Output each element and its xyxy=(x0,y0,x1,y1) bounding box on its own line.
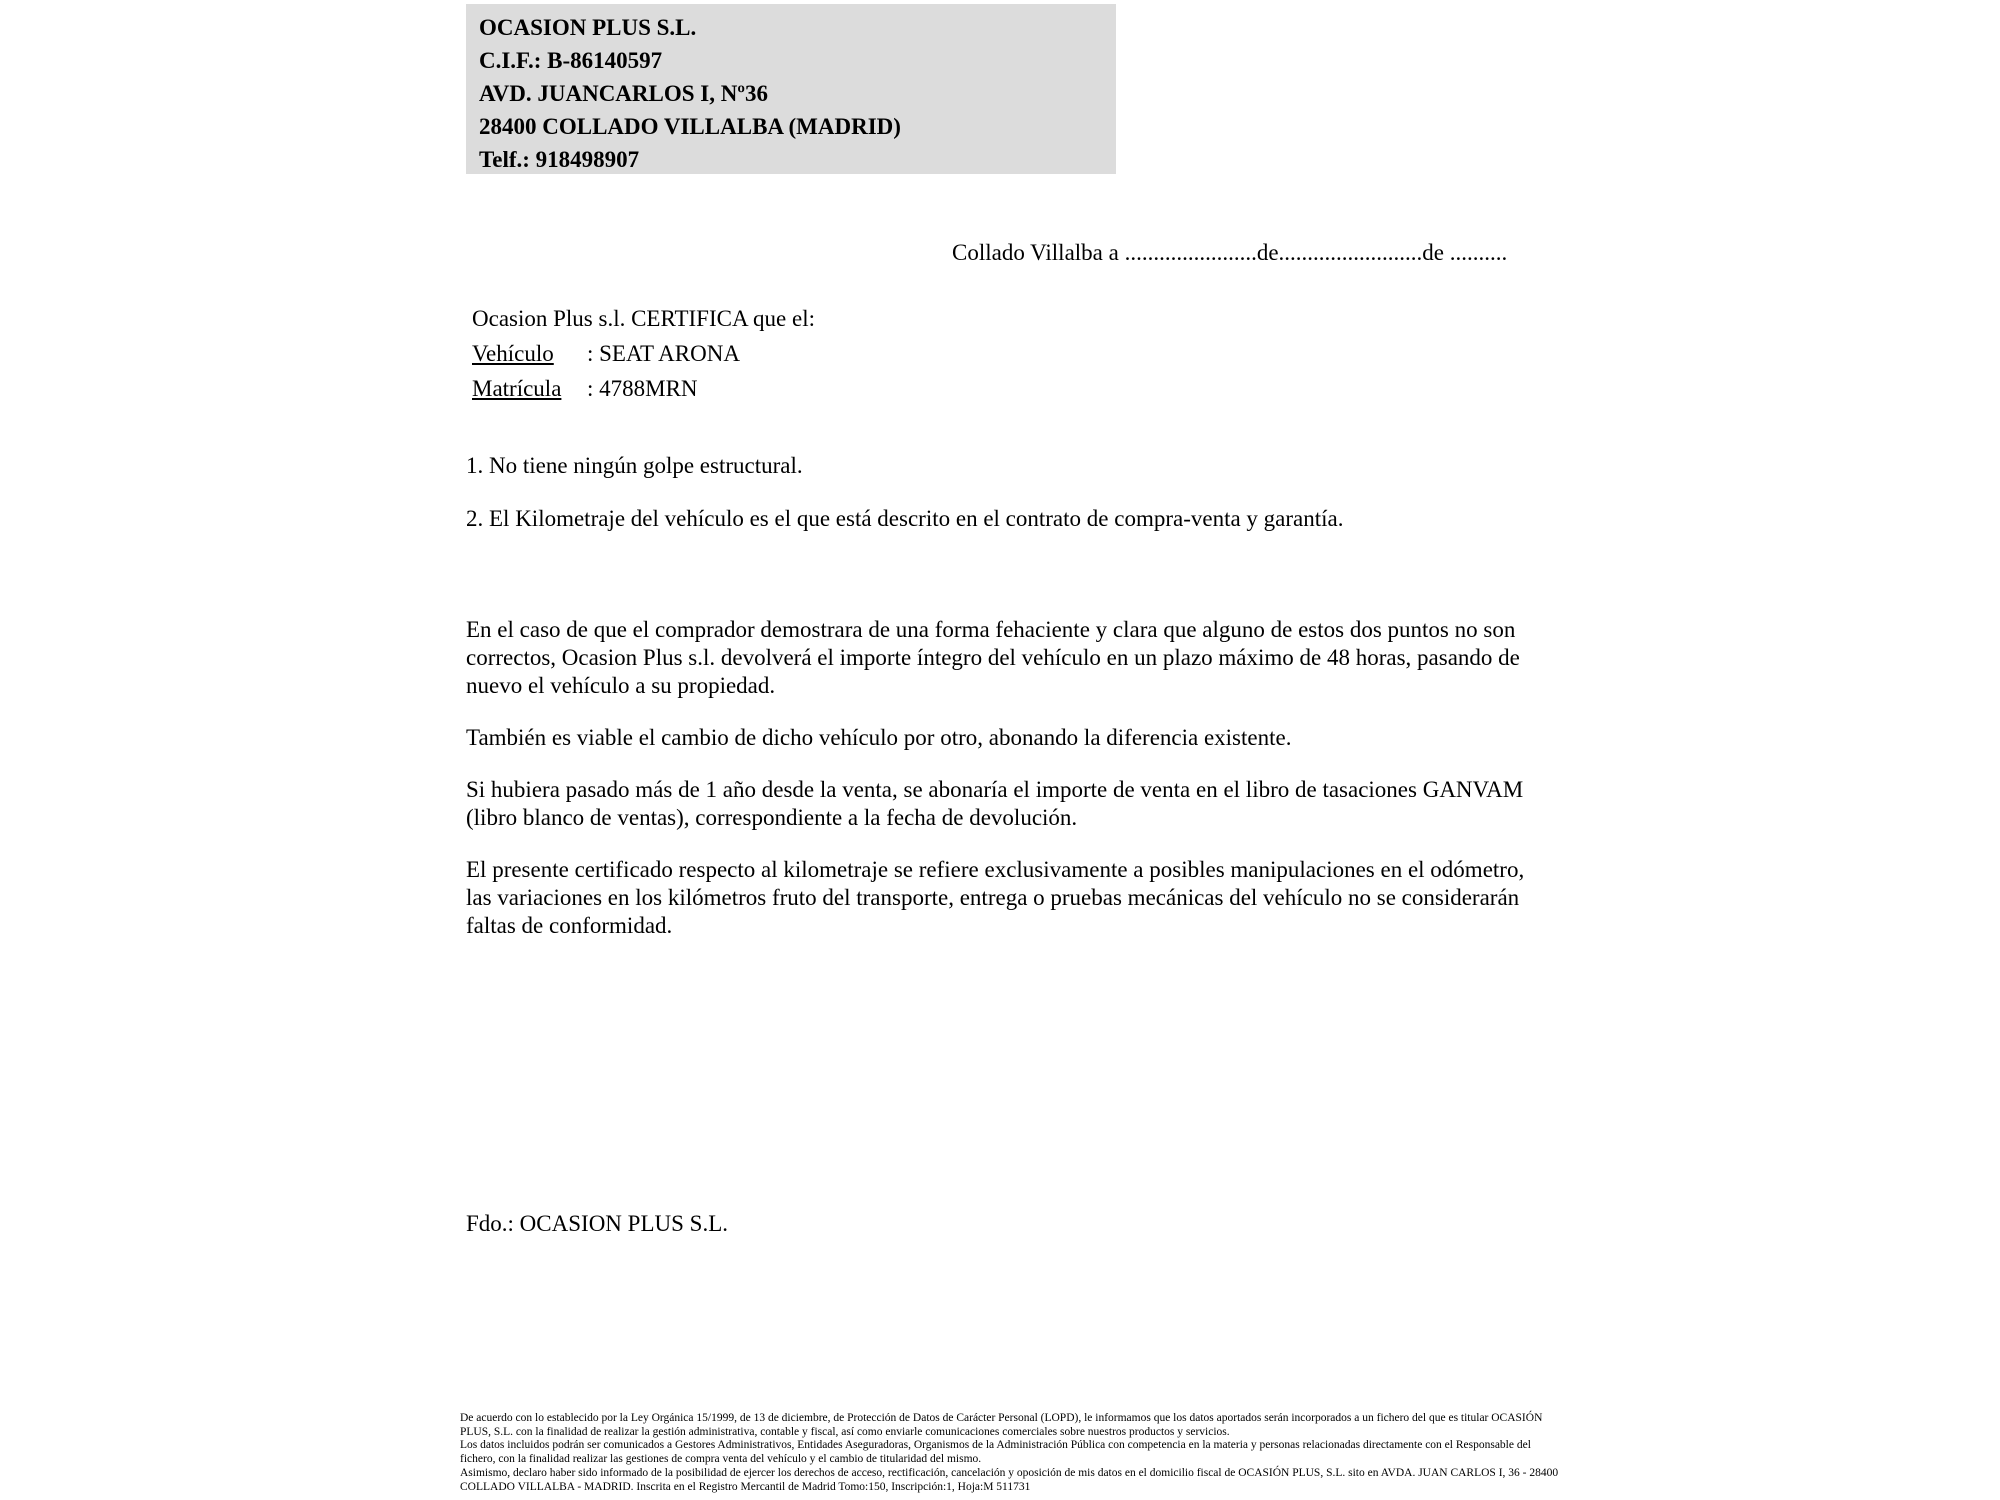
plate-field-value: : 4788MRN xyxy=(587,376,698,401)
company-header-box xyxy=(466,4,1116,174)
vehicle-field-label: Vehículo xyxy=(472,341,554,366)
vehicle-field-row xyxy=(472,336,815,371)
company-address: AVD. JUANCARLOS I, Nº36 xyxy=(479,81,768,106)
company-name: OCASION PLUS S.L. xyxy=(479,15,697,40)
paragraph-odometer: El presente certificado respecto al kilometraje se refiere exclusivamente a posibles manipulaciones en el odómetro, las variaciones en los kilómetros fruto del transporte, entrega o pruebas mecánicas del vehículo no se considerarán faltas de conformidad. xyxy=(466,857,1525,938)
signature-line: Fdo.: OCASION PLUS S.L. xyxy=(466,1211,728,1236)
paragraph-exchange: También es viable el cambio de dicho vehículo por otro, abonando la diferencia existente. xyxy=(466,725,1292,750)
company-phone: Telf.: 918498907 xyxy=(479,147,640,172)
date-line: Collado Villalba a .......................de.........................de .......... xyxy=(952,240,1508,265)
plate-field-row xyxy=(472,371,815,406)
paragraph-ganvam: Si hubiera pasado más de 1 año desde la venta, se abonaría el importe de venta en el libro de tasaciones GANVAM (libro blanco de ventas), correspondiente a la fecha de devolución. xyxy=(466,777,1524,830)
fine-print-paragraph-rights: Asimismo, declaro haber sido informado de la posibilidad de ejercer los derechos de acceso, rectificación, cancelación y oposición de mis datos en el domicilio fiscal de OCASIÓN PLUS, S.L. sito en AVDA. JUAN CARLOS I, 36 - 28400 COLLADO VILLALBA - MADRID. Inscrita en el Registro Mercantil de Madrid Tomo:150, Inscripción:1, Hoja:M 511731 xyxy=(460,1466,1559,1493)
fine-print-paragraph-lopd: De acuerdo con lo establecido por la Ley Orgánica 15/1999, de 13 de diciembre, de Protección de Datos de Carácter Personal (LOPD), le informamos que los datos aportados serán incorporados a un fichero del que es titular OCASIÓN PLUS, S.L. con la finalidad de realizar la gestión administrativa, contable y fiscal, así como enviarle comunicaciones comerciales sobre nuestros productos y servicios. xyxy=(460,1412,1543,1438)
legal-fine-print xyxy=(460,1412,1560,1494)
certification-block xyxy=(472,301,815,406)
body-paragraphs xyxy=(466,616,1551,964)
vehicle-field-value: : SEAT ARONA xyxy=(587,341,740,366)
fine-print-paragraph-data-sharing: Los datos incluidos podrán ser comunicados a Gestores Administrativos, Entidades Aseguradoras, Organismos de la Administración Pública con competencia en la materia y personas relacionadas directamente con el Responsable del fichero, con la finalidad realizar las gestiones de compra venta del vehículo y el cambio de titularidad del mismo. xyxy=(460,1439,1531,1466)
company-cif: C.I.F.: B-86140597 xyxy=(479,48,663,73)
numbered-item-1: 1. No tiene ningún golpe estructural. xyxy=(466,453,803,478)
paragraph-refund: En el caso de que el comprador demostrara de una forma fehaciente y clara que alguno de estos dos puntos no son correctos, Ocasion Plus s.l. devolverá el importe íntegro del vehículo en un plazo máximo de 48 horas, pasando de nuevo el vehículo a su propiedad. xyxy=(466,617,1520,698)
company-city: 28400 COLLADO VILLALBA (MADRID) xyxy=(479,114,901,139)
certification-intro: Ocasion Plus s.l. CERTIFICA que el: xyxy=(472,306,815,331)
plate-field-label: Matrícula xyxy=(472,376,562,401)
numbered-item-2: 2. El Kilometraje del vehículo es el que está descrito en el contrato de compra-venta y garantía. xyxy=(466,506,1344,531)
